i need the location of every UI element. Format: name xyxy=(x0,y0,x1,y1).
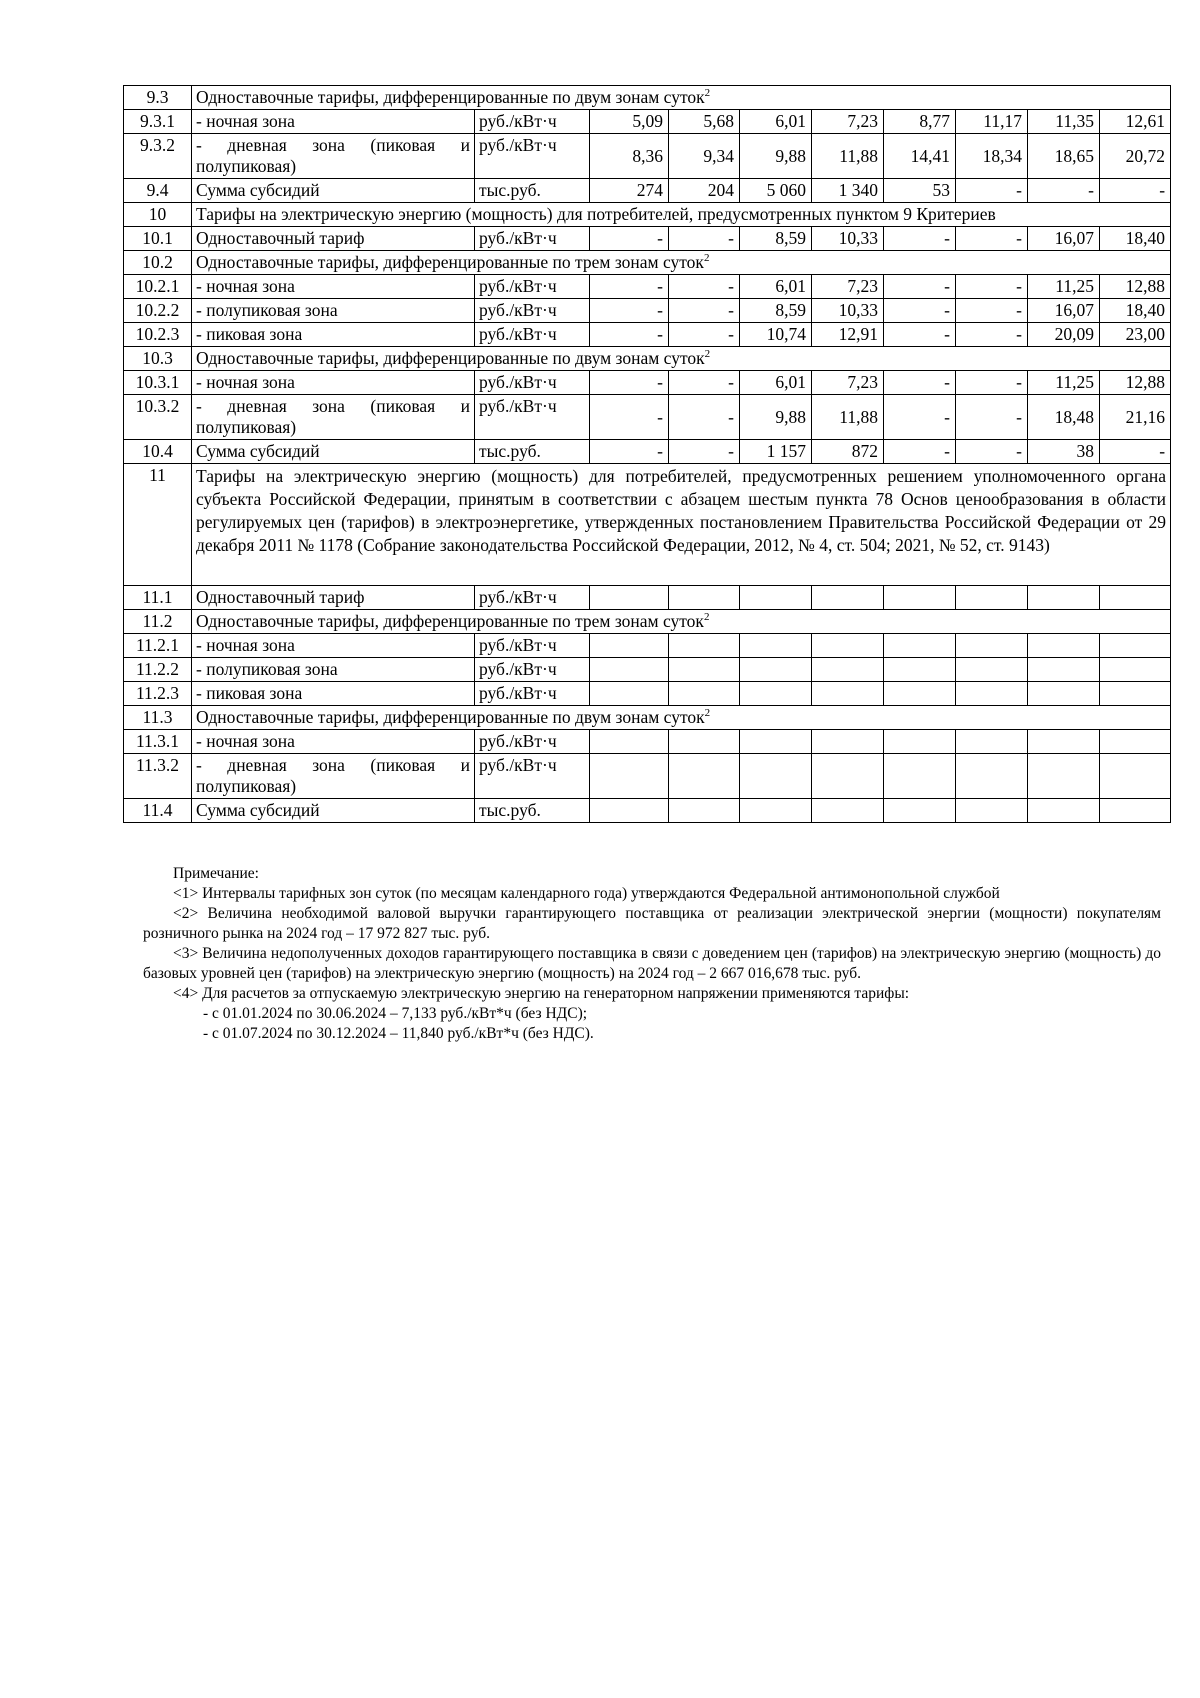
section-title-text: Одноставочные тарифы, дифференцированные по двум зонам суток xyxy=(196,707,705,727)
row-number: 10.1 xyxy=(124,227,192,251)
value-cell: 10,33 xyxy=(812,299,884,323)
row-number: 10.2.1 xyxy=(124,275,192,299)
value-cell xyxy=(956,586,1028,610)
table-section-row xyxy=(124,610,1171,634)
value-cell: - xyxy=(669,323,740,347)
row-number: 11.3.2 xyxy=(124,754,192,799)
note-rate: - с 01.01.2024 по 30.06.2024 – 7,133 руб./кВт*ч (без НДС); xyxy=(203,1005,588,1022)
value-cell: - xyxy=(884,275,956,299)
notes-block xyxy=(143,864,1161,1044)
value-cell xyxy=(590,586,669,610)
row-unit: руб./кВт·ч xyxy=(475,730,590,754)
value-cell: - xyxy=(669,371,740,395)
section-title xyxy=(192,86,1171,110)
row-name: - дневная зона (пиковая и полупиковая) xyxy=(192,395,475,440)
row-unit: руб./кВт·ч xyxy=(475,134,590,179)
table-row xyxy=(124,658,1171,682)
value-cell xyxy=(812,682,884,706)
table-section-row xyxy=(124,706,1171,730)
table-row xyxy=(124,110,1171,134)
section-title xyxy=(192,251,1171,275)
row-unit: тыс.руб. xyxy=(475,799,590,823)
section-title xyxy=(192,706,1171,730)
value-cell xyxy=(590,658,669,682)
value-cell: 6,01 xyxy=(740,371,812,395)
row-number: 11.3.1 xyxy=(124,730,192,754)
row-name: - полупиковая зона xyxy=(192,658,475,682)
value-cell: 23,00 xyxy=(1100,323,1171,347)
note-item: <3> Величина недополученных доходов гарантирующего поставщика в связи с доведением цен (тарифов) на электрическую энергию (мощность) до базовых уровней цен (тарифов) на электрическую энергию (мощность) на 2024 год – 2 667 016,678 тыс. руб. xyxy=(143,945,1161,982)
value-cell: - xyxy=(956,227,1028,251)
value-cell xyxy=(884,730,956,754)
table-row xyxy=(124,440,1171,464)
value-cell: 18,40 xyxy=(1100,227,1171,251)
note-item: <4> Для расчетов за отпускаемую электрическую энергию на генераторном напряжении применяются тарифы: xyxy=(173,985,910,1002)
value-cell xyxy=(740,586,812,610)
value-cell: 16,07 xyxy=(1028,227,1100,251)
value-cell xyxy=(1028,730,1100,754)
value-cell: - xyxy=(669,227,740,251)
value-cell: - xyxy=(956,275,1028,299)
value-cell: - xyxy=(669,299,740,323)
value-cell xyxy=(1028,682,1100,706)
row-unit: руб./кВт·ч xyxy=(475,754,590,799)
value-cell xyxy=(1028,799,1100,823)
value-cell: 5,68 xyxy=(669,110,740,134)
value-cell xyxy=(956,682,1028,706)
row-name: Одноставочный тариф xyxy=(192,227,475,251)
value-cell: 11,88 xyxy=(812,395,884,440)
row-name: - дневная зона (пиковая и полупиковая) xyxy=(192,134,475,179)
value-cell: 204 xyxy=(669,179,740,203)
value-cell: - xyxy=(884,323,956,347)
value-cell xyxy=(812,658,884,682)
value-cell: 18,48 xyxy=(1028,395,1100,440)
value-cell: 8,59 xyxy=(740,227,812,251)
value-cell xyxy=(1028,658,1100,682)
row-number: 10.3.2 xyxy=(124,395,192,440)
table-row xyxy=(124,299,1171,323)
table-row xyxy=(124,323,1171,347)
section-title-text: Одноставочные тарифы, дифференцированные по трем зонам суток xyxy=(196,611,704,631)
value-cell: - xyxy=(590,371,669,395)
value-cell: 8,77 xyxy=(884,110,956,134)
value-cell xyxy=(956,634,1028,658)
value-cell xyxy=(590,799,669,823)
value-cell: 11,35 xyxy=(1028,110,1100,134)
row-unit: руб./кВт·ч xyxy=(475,227,590,251)
value-cell: 7,23 xyxy=(812,110,884,134)
row-unit: руб./кВт·ч xyxy=(475,586,590,610)
value-cell: 21,16 xyxy=(1100,395,1171,440)
row-name: - ночная зона xyxy=(192,634,475,658)
value-cell: - xyxy=(884,227,956,251)
value-cell: 11,25 xyxy=(1028,275,1100,299)
value-cell: 1 340 xyxy=(812,179,884,203)
value-cell: 11,25 xyxy=(1028,371,1100,395)
row-number: 11.2 xyxy=(124,610,192,634)
value-cell: - xyxy=(669,395,740,440)
value-cell: 11,17 xyxy=(956,110,1028,134)
table-row xyxy=(124,730,1171,754)
row-unit: руб./кВт·ч xyxy=(475,110,590,134)
value-cell: 18,40 xyxy=(1100,299,1171,323)
footnote-marker: 2 xyxy=(703,252,710,265)
value-cell: - xyxy=(590,227,669,251)
row-name: - ночная зона xyxy=(192,110,475,134)
value-cell: - xyxy=(884,299,956,323)
footnote-marker: 2 xyxy=(704,707,711,720)
value-cell xyxy=(884,586,956,610)
value-cell xyxy=(1100,754,1171,799)
notes-heading: Примечание: xyxy=(173,865,259,882)
value-cell: - xyxy=(956,323,1028,347)
value-cell: - xyxy=(884,371,956,395)
row-number: 11.2.3 xyxy=(124,682,192,706)
value-cell xyxy=(1100,634,1171,658)
value-cell: - xyxy=(590,299,669,323)
tariff-table xyxy=(123,85,1171,823)
table-section-row xyxy=(124,347,1171,371)
value-cell: 274 xyxy=(590,179,669,203)
value-cell: - xyxy=(956,395,1028,440)
row-unit: руб./кВт·ч xyxy=(475,658,590,682)
row-number: 11.3 xyxy=(124,706,192,730)
value-cell: 20,72 xyxy=(1100,134,1171,179)
row-unit: тыс.руб. xyxy=(475,440,590,464)
value-cell xyxy=(740,754,812,799)
value-cell xyxy=(740,682,812,706)
table-row xyxy=(124,179,1171,203)
value-cell xyxy=(740,634,812,658)
row-name: - полупиковая зона xyxy=(192,299,475,323)
value-cell: - xyxy=(956,440,1028,464)
row-number: 11.2.2 xyxy=(124,658,192,682)
value-cell xyxy=(669,799,740,823)
table-row xyxy=(124,227,1171,251)
table-row xyxy=(124,134,1171,179)
row-number: 10.2.3 xyxy=(124,323,192,347)
value-cell xyxy=(1028,754,1100,799)
value-cell xyxy=(884,682,956,706)
value-cell: 5,09 xyxy=(590,110,669,134)
value-cell: 12,61 xyxy=(1100,110,1171,134)
value-cell xyxy=(956,658,1028,682)
row-name: - ночная зона xyxy=(192,730,475,754)
value-cell: 8,59 xyxy=(740,299,812,323)
table-row xyxy=(124,371,1171,395)
value-cell xyxy=(740,658,812,682)
value-cell: - xyxy=(590,395,669,440)
value-cell xyxy=(1028,586,1100,610)
row-number: 9.4 xyxy=(124,179,192,203)
value-cell xyxy=(884,634,956,658)
table-section-row xyxy=(124,86,1171,110)
value-cell: 16,07 xyxy=(1028,299,1100,323)
value-cell: 11,88 xyxy=(812,134,884,179)
table-section-row xyxy=(124,464,1171,586)
value-cell: 872 xyxy=(812,440,884,464)
row-unit: руб./кВт·ч xyxy=(475,395,590,440)
value-cell xyxy=(956,754,1028,799)
value-cell xyxy=(812,634,884,658)
value-cell: 14,41 xyxy=(884,134,956,179)
note-rate: - с 01.07.2024 по 30.12.2024 – 11,840 руб./кВт*ч (без НДС). xyxy=(203,1025,594,1042)
value-cell: - xyxy=(956,179,1028,203)
value-cell: 38 xyxy=(1028,440,1100,464)
row-number: 10.3.1 xyxy=(124,371,192,395)
value-cell: - xyxy=(884,395,956,440)
row-name: - ночная зона xyxy=(192,275,475,299)
value-cell xyxy=(812,799,884,823)
value-cell xyxy=(669,682,740,706)
row-number: 11.4 xyxy=(124,799,192,823)
value-cell xyxy=(884,799,956,823)
row-unit: руб./кВт·ч xyxy=(475,682,590,706)
value-cell xyxy=(1100,730,1171,754)
row-number: 9.3.1 xyxy=(124,110,192,134)
row-name: - ночная зона xyxy=(192,371,475,395)
footnote-marker: 2 xyxy=(704,348,711,361)
row-name: Одноставочный тариф xyxy=(192,586,475,610)
section-title xyxy=(192,203,1171,227)
section-title xyxy=(192,610,1171,634)
value-cell: - xyxy=(590,440,669,464)
value-cell xyxy=(590,634,669,658)
row-number: 10 xyxy=(124,203,192,227)
value-cell xyxy=(812,586,884,610)
value-cell xyxy=(1100,799,1171,823)
row-name: - пиковая зона xyxy=(192,682,475,706)
value-cell: - xyxy=(669,440,740,464)
value-cell xyxy=(669,754,740,799)
value-cell: 9,34 xyxy=(669,134,740,179)
value-cell xyxy=(1100,586,1171,610)
value-cell: 12,91 xyxy=(812,323,884,347)
value-cell xyxy=(669,586,740,610)
value-cell xyxy=(884,754,956,799)
table-row xyxy=(124,275,1171,299)
section-title xyxy=(192,464,1171,586)
row-unit: руб./кВт·ч xyxy=(475,299,590,323)
section-title xyxy=(192,347,1171,371)
value-cell xyxy=(590,730,669,754)
row-number: 11 xyxy=(124,464,192,586)
footnote-marker: 2 xyxy=(704,87,711,100)
value-cell: - xyxy=(956,299,1028,323)
table-row xyxy=(124,586,1171,610)
value-cell: 18,65 xyxy=(1028,134,1100,179)
value-cell xyxy=(590,682,669,706)
value-cell: 12,88 xyxy=(1100,275,1171,299)
table-row xyxy=(124,799,1171,823)
value-cell: 53 xyxy=(884,179,956,203)
value-cell: 20,09 xyxy=(1028,323,1100,347)
value-cell: 7,23 xyxy=(812,275,884,299)
value-cell xyxy=(956,799,1028,823)
value-cell: - xyxy=(1028,179,1100,203)
table-section-row xyxy=(124,203,1171,227)
value-cell: 18,34 xyxy=(956,134,1028,179)
value-cell: 10,74 xyxy=(740,323,812,347)
value-cell: - xyxy=(1100,179,1171,203)
tariff-table-body xyxy=(124,86,1171,823)
value-cell: 8,36 xyxy=(590,134,669,179)
note-item: <2> Величина необходимой валовой выручки гарантирующего поставщика от реализации электрической энергии (мощности) покупателям розничного рынка на 2024 год – 17 972 827 тыс. руб. xyxy=(143,905,1161,942)
value-cell: 7,23 xyxy=(812,371,884,395)
section-title-text: Одноставочные тарифы, дифференцированные по трем зонам суток xyxy=(196,252,704,272)
value-cell: 6,01 xyxy=(740,110,812,134)
value-cell: - xyxy=(669,275,740,299)
row-number: 9.3.2 xyxy=(124,134,192,179)
value-cell xyxy=(669,634,740,658)
section-title-text: Тарифы на электрическую энергию (мощность) для потребителей, предусмотренных решением уполномоченного органа субъекта Российской Федерации, принятым в соответствии с абзацем шестым пункта 78 Основ ценообразования в области регулируемых цен (тарифов) в электроэнергетике, утвержденных постановлением Правительства Российской Федерации от 29 декабря 2011 № 1178 (Собрание законодательства Российской Федерации, 2012, № 4, ст. 504; 2021, № 52, ст. 9143) xyxy=(196,466,1167,555)
section-title-text: Одноставочные тарифы, дифференцированные по двум зонам суток xyxy=(196,87,705,107)
value-cell xyxy=(1028,634,1100,658)
value-cell xyxy=(1100,658,1171,682)
value-cell xyxy=(740,730,812,754)
value-cell xyxy=(740,799,812,823)
row-name: Сумма субсидий xyxy=(192,799,475,823)
value-cell: 5 060 xyxy=(740,179,812,203)
value-cell xyxy=(669,730,740,754)
value-cell: 9,88 xyxy=(740,134,812,179)
value-cell: - xyxy=(590,323,669,347)
value-cell: - xyxy=(884,440,956,464)
value-cell xyxy=(590,754,669,799)
row-name: - пиковая зона xyxy=(192,323,475,347)
table-row xyxy=(124,754,1171,799)
row-unit: руб./кВт·ч xyxy=(475,371,590,395)
value-cell: 12,88 xyxy=(1100,371,1171,395)
value-cell xyxy=(812,730,884,754)
footnote-marker: 2 xyxy=(703,611,710,624)
value-cell xyxy=(812,754,884,799)
value-cell: - xyxy=(956,371,1028,395)
section-title-text: Тарифы на электрическую энергию (мощность) для потребителей, предусмотренных пунктом 9 Критериев xyxy=(196,204,996,224)
value-cell xyxy=(884,658,956,682)
value-cell xyxy=(669,658,740,682)
row-unit: руб./кВт·ч xyxy=(475,275,590,299)
table-row xyxy=(124,395,1171,440)
value-cell: 6,01 xyxy=(740,275,812,299)
value-cell: - xyxy=(1100,440,1171,464)
row-number: 10.4 xyxy=(124,440,192,464)
row-number: 11.2.1 xyxy=(124,634,192,658)
row-number: 9.3 xyxy=(124,86,192,110)
row-unit: руб./кВт·ч xyxy=(475,634,590,658)
section-title-text: Одноставочные тарифы, дифференцированные по двум зонам суток xyxy=(196,348,705,368)
row-name: - дневная зона (пиковая и полупиковая) xyxy=(192,754,475,799)
row-unit: руб./кВт·ч xyxy=(475,323,590,347)
row-number: 10.2 xyxy=(124,251,192,275)
value-cell: - xyxy=(590,275,669,299)
row-number: 10.2.2 xyxy=(124,299,192,323)
value-cell: 9,88 xyxy=(740,395,812,440)
table-row xyxy=(124,682,1171,706)
row-number: 11.1 xyxy=(124,586,192,610)
table-row xyxy=(124,634,1171,658)
row-name: Сумма субсидий xyxy=(192,179,475,203)
row-name: Сумма субсидий xyxy=(192,440,475,464)
value-cell xyxy=(956,730,1028,754)
value-cell: 10,33 xyxy=(812,227,884,251)
value-cell xyxy=(1100,682,1171,706)
value-cell: 1 157 xyxy=(740,440,812,464)
note-item: <1> Интервалы тарифных зон суток (по месяцам календарного года) утверждаются Федеральной антимонопольной службой xyxy=(173,885,1000,902)
table-section-row xyxy=(124,251,1171,275)
row-number: 10.3 xyxy=(124,347,192,371)
row-unit: тыс.руб. xyxy=(475,179,590,203)
